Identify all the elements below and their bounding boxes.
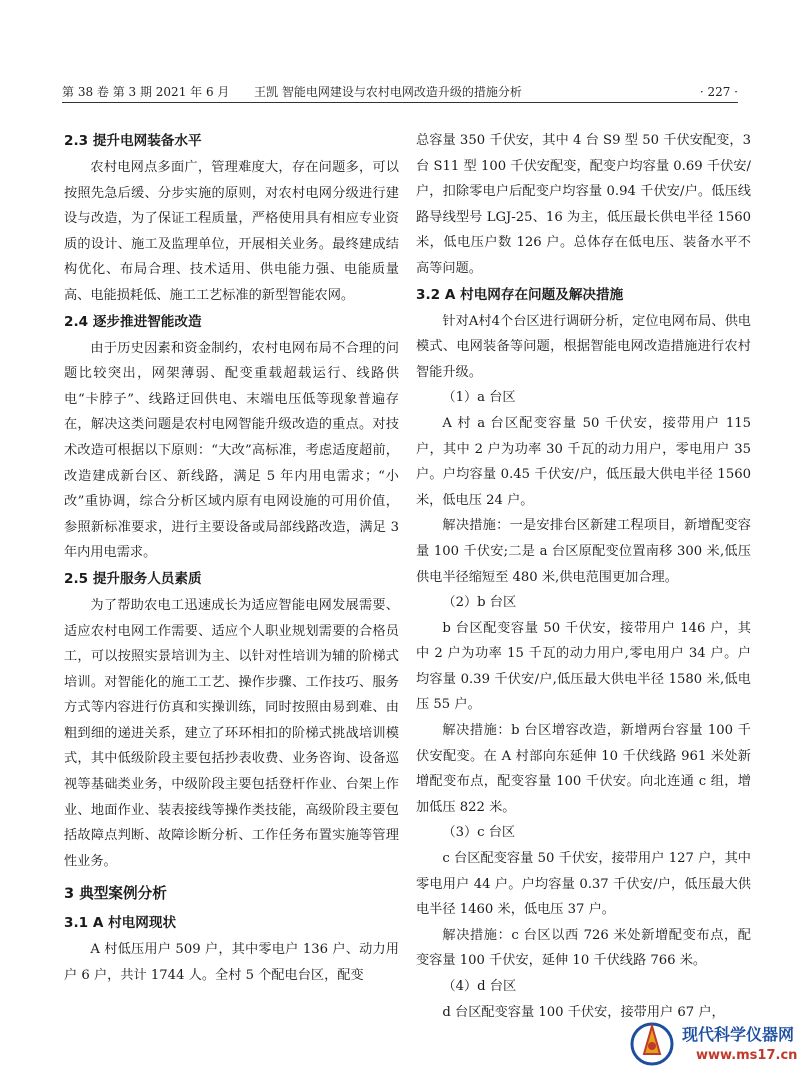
body-paragraph: d 台区配变容量 100 千伏安，接带用户 67 户， — [442, 1004, 725, 1020]
site-watermark — [626, 1012, 798, 1078]
body-paragraph: 由于历史因素和资金制约，农村电网布局不合理的问题比较突出，网架薄弱、配变重载超载运行、线路供电“卡脖子”、线路迂回供电、末端电压低等现象普遍存在，解决这类问题是农村电网智能升级改造的重点。对技术改造可根据以下原则：“大改”高标准，考虑适度超前，改造建成新台区、新线路，满足 5 年内用电需求；“小改”重协调，综合分析区域内原有电网设施的可用价值，参照新标准要求，进行主要设备或局部线路改造，满足 3 年内用电需求。 — [64, 340, 399, 561]
watermark-site-name: 现代科学仪器网 — [682, 1025, 795, 1044]
running-header — [62, 82, 738, 103]
continued-paragraph: 总容量 350 千伏安，其中 4 台 S9 型 50 千伏安配变，3 台 S11 型 100 千伏安配变，配变户均容量 0.69 千伏安/户，扣除零电户后配变户均容量 0.94 千伏安/户。低压线路导线型号 LGJ-25、16 为主，低压最长供电半径 1560 米，低电压户数 126 户。总体存在低电压、装备水平不高等问题。 — [416, 133, 751, 276]
body-paragraph: A 村 a 台区配变容量 50 千伏安，接带用户 115 户，其中 2 户为功率 30 千瓦的动力用户，零电用户 35 户。户均容量 0.45 千伏安/户，低压最大供电半径 1560 米，低电压 24 户。 — [416, 415, 751, 508]
body-paragraph: 解决措施：b 台区增容改造，新增两台容量 100 千伏安配变。在 A 村部向东延伸 10 千伏线路 961 米处新增配变布点，配变容量 100 千伏安。向北连通 c 组，增加低压 822 米。 — [416, 723, 751, 815]
subsection-heading: 2.3 提升电网装备水平 — [64, 133, 202, 149]
body-paragraph: c 台区配变容量 50 千伏安，接带用户 127 户，其中零电用户 44 户。户均容量 0.37 千伏安/户，低压最大供电半径 1460 米，低电压 37 户。 — [416, 851, 751, 918]
item-heading: （4）d 台区 — [442, 979, 517, 994]
page-number: · 227 · — [699, 85, 738, 99]
subsection-heading: 2.4 逐步推进智能改造 — [64, 313, 202, 330]
body-paragraph: 解决措施：c 台区以西 726 米处新增配变布点，配变容量 100 千伏安，延伸 10 千伏线路 766 米。 — [416, 927, 751, 969]
article-running-title: 王凯 智能电网建设与农村电网改造升级的措施分析 — [254, 85, 522, 99]
body-paragraph: 针对A村4个台区进行调研分析，定位电网布局、供电模式、电网装备等问题，根据智能电网改造措施进行农村智能升级。 — [416, 313, 751, 380]
instrument-logo-icon — [626, 1016, 678, 1068]
subsection-heading: 3.1 A 村电网现状 — [64, 915, 177, 932]
item-heading: （1）a 台区 — [442, 390, 516, 406]
item-heading: （2）b 台区 — [442, 595, 517, 611]
subsection-heading: 3.2 A 村电网存在问题及解决措施 — [416, 286, 624, 303]
body-paragraph: 农村电网点多面广，管理难度大，存在问题多，可以按照先急后缓、分步实施的原则，对农村电网分级进行建设与改造，为了保证工程质量，严格使用具有相应专业资质的设计、施工及监理单位，开展相关业务。最终建成结构优化、布局合理、技术适用、供电能力强、电能质量高、电能损耗低、施工工艺标准的新型智能农网。 — [64, 160, 399, 303]
journal-issue: 第 38 卷 第 3 期 2021 年 6 月 — [62, 85, 230, 99]
watermark-site-url: www.ms17.cn — [696, 1048, 798, 1063]
subsection-heading: 2.5 提升服务人员素质 — [64, 570, 202, 587]
body-paragraph: 解决措施：一是安排台区新建工程项目，新增配变容量 100 千伏安;二是 a 台区原配变位置南移 300 米,低压供电半径缩短至 480 米,供电范围更加合理。 — [416, 518, 751, 585]
section-heading: 3 典型案例分析 — [64, 885, 167, 903]
body-paragraph: b 台区配变容量 50 千伏安，接带用户 146 户，其中 2 户为功率 15 千瓦的动力用户,零电用户 34 户。户均容量 0.39 千伏安/户,低压最大供电半径 1580 米,低电压 55 户。 — [416, 620, 751, 713]
body-paragraph: A 村低压用户 509 户，其中零电户 136 户、动力用户 6 户，共计 1744 人。全村 5 个配电台区，配变 — [64, 942, 399, 984]
body-paragraph: 为了帮助农电工迅速成长为适应智能电网发展需要、适应农村电网工作需要、适应个人职业规划需要的合格员工，可以按照实景培训为主、以针对性培训为辅的阶梯式培训。对智能化的施工工艺、操作步骤、工作技巧、服务方式等内容进行仿真和实操训练，同时按照由易到难、由粗到细的递进关系，建立了环环相扣的阶梯式挑战培训模式，其中低级阶段主要包括抄表收费、业务咨询、设备巡视等基础类业务，中级阶段主要包括登杆作业、台架上作业、地面作业、装表接线等操作类技能，高级阶段主要包括故障点判断、故障诊断分析、工作任务布置实施等管理性业务。 — [64, 597, 399, 869]
item-heading: （3）c 台区 — [442, 825, 516, 841]
left-column — [64, 128, 399, 989]
right-column — [416, 128, 751, 1025]
